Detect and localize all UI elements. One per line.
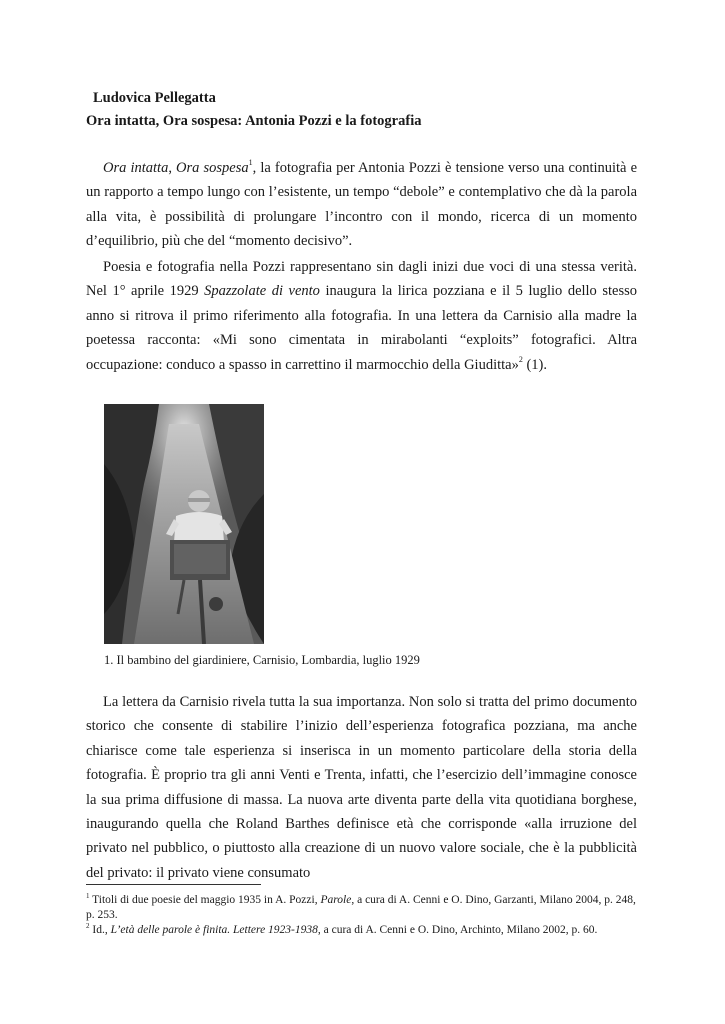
footnote-1 <box>86 893 637 922</box>
figure-caption: 1. Il bambino del giardiniere, Carnisio, Lombardia, luglio 1929 <box>104 653 420 667</box>
author-name: Ludovica Pellegatta <box>93 90 216 106</box>
body-paragraph-2 <box>86 255 637 377</box>
footnote-ref-2[interactable]: 2 <box>518 354 523 364</box>
footnote-text: Titoli di due poesie del maggio 1935 in A. Pozzi, <box>89 894 321 906</box>
body-paragraph-3: La lettera da Carnisio rivela tutta la sua importanza. Non solo si tratta del primo documento storico che consente di stabilire l’inizio dell’esperienza fotografica pozziana, ma anche chiarisce come tale esperienza si inserisca in un momento particolare della storia della fotografia. È proprio tra gli anni Venti e Trenta, infatti, che l’esercizio dell’immagine conosce la sua prima diffusione di massa. La nuova arte diventa parte della vita quotidiana borghese, inaugurando quella che Roland Barthes definisce età che corrisponde «alla irruzione del privato nel pubblico, o piuttosto alla creazione di un nuovo valore sociale, che è la pubblicità del privato: il privato viene consumato <box>86 694 637 881</box>
photograph-child-in-cart <box>104 404 264 644</box>
footnote-text: , a cura di A. Cenni e O. Dino, Garzanti, Milano 2004, p. 248, p. 253. <box>86 894 636 921</box>
paragraph-text: inaugura la lirica pozziana e il 5 luglio dello stesso anno si ritrova il primo riferimento alla fotografia. In una lettera da Carnisio alla madre la poetessa racconta: «Mi sono cimentata in mirabolanti “exploits” fotografici. Altra occupazione: conduco a spasso in carrettino il marmocchio della Giuditta» <box>86 283 637 373</box>
footnote-text: , a cura di A. Cenni e O. Dino, Archinto, Milano 2002, p. 60. <box>317 924 598 936</box>
footnote-separator <box>86 884 261 885</box>
photo-image <box>104 404 264 644</box>
paragraph-text: Poesia e fotografia nella Pozzi rappresentano sin dagli inizi due voci di una stessa verità. Nel 1° aprile 1929 <box>86 259 637 300</box>
footnote-italic: Parole <box>320 894 352 906</box>
body-paragraph-1 <box>86 156 637 254</box>
italic-title-2: Ora sospesa <box>176 160 249 176</box>
footnote-ref-1[interactable]: 1 <box>248 158 253 168</box>
footnote-italic: L’età delle parole è finita. Lettere 1923-1938 <box>110 924 318 936</box>
separator: , <box>168 160 177 176</box>
article-title: Ora intatta, Ora sospesa: Antonia Pozzi e la fotografia <box>86 113 422 129</box>
paragraph-text: , la fotografia per Antonia Pozzi è tensione verso una continuità e un rapporto a tempo lungo con l’esistente, un tempo “debole” e contemplativo che dà la parola alla vita, è possibilità di prolungare l’incontro con il mondo, ricerca di un momento d’equilibrio, più che del “momento decisivo”. <box>86 160 638 250</box>
footnote-number: 2 <box>86 922 90 931</box>
footnote-text: Id., <box>89 924 111 936</box>
paragraph-text: (1). <box>522 356 548 373</box>
italic-work-title: Spazzolate di vento <box>204 283 320 300</box>
footnote-number: 1 <box>86 892 90 901</box>
italic-title-1: Ora intatta <box>103 160 169 176</box>
footnote-2 <box>86 923 637 938</box>
